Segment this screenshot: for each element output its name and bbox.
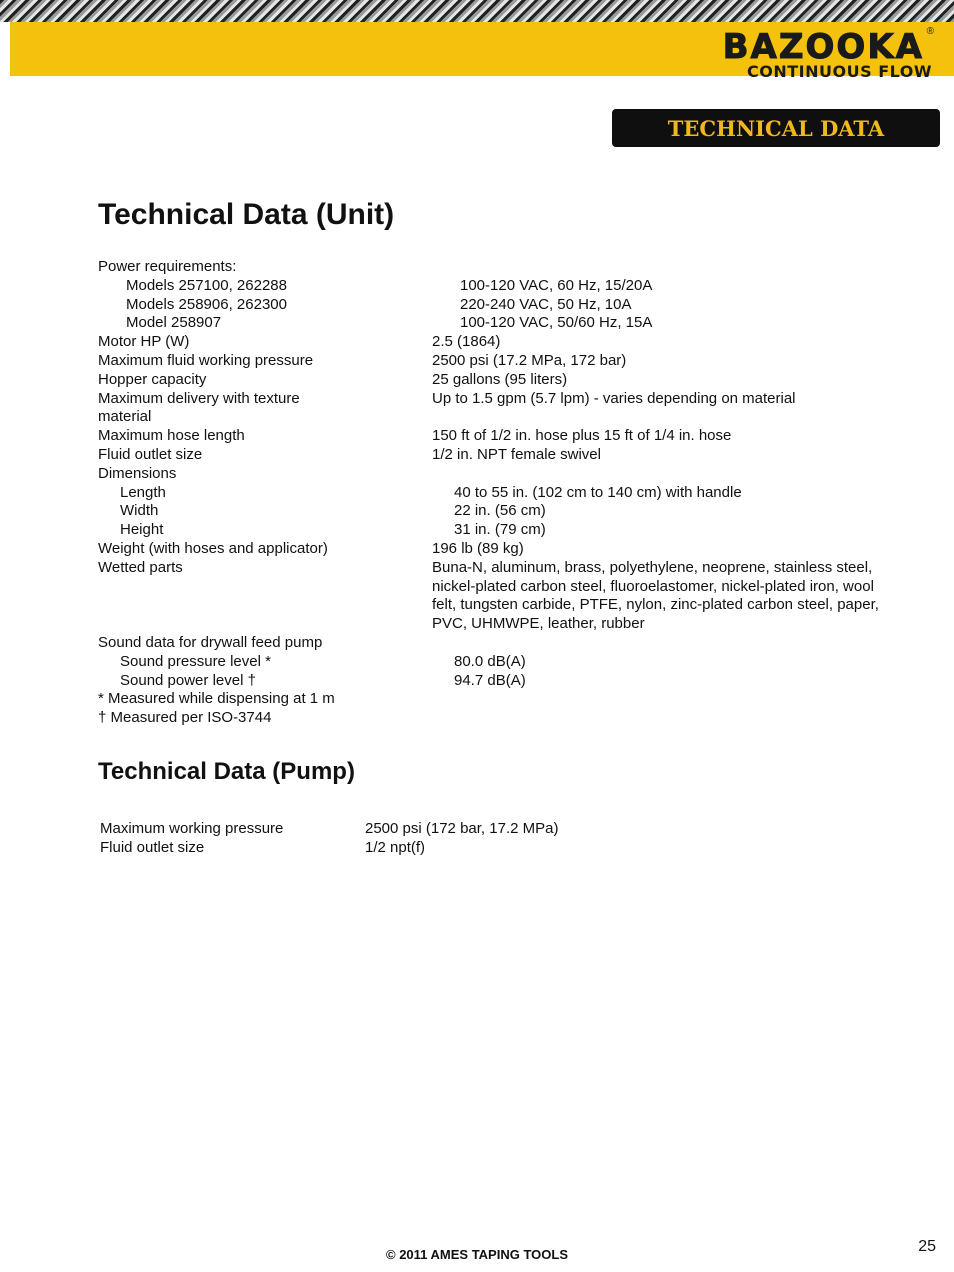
spec-label: Fluid outlet size xyxy=(98,445,203,463)
brand-wordmark: BAZOOKA xyxy=(722,27,924,67)
pump-spec-table xyxy=(100,820,700,857)
spec-label: Maximum fluid working pressure xyxy=(98,351,314,369)
sound-label: Sound power level † xyxy=(120,671,256,689)
page-number: 25 xyxy=(918,1238,936,1255)
sound-data-table xyxy=(98,634,918,728)
spec-row xyxy=(98,446,918,465)
sound-row xyxy=(98,690,918,709)
spec-label: Length xyxy=(120,483,166,501)
sound-footnote: * Measured while dispensing at 1 m xyxy=(98,690,335,708)
spec-row xyxy=(98,465,918,484)
sound-value xyxy=(432,690,902,709)
sound-label: Sound pressure level * xyxy=(120,652,271,670)
spec-value: 220-240 VAC, 50 Hz, 10A xyxy=(460,295,632,313)
spec-row xyxy=(98,390,918,409)
pump-label: Maximum working pressure xyxy=(100,820,284,837)
spec-row xyxy=(98,371,918,390)
unit-title: Technical Data (Unit) xyxy=(98,198,395,231)
pump-title: Technical Data (Pump) xyxy=(98,758,355,785)
spec-value: 2500 psi (17.2 MPa, 172 bar) xyxy=(432,351,627,369)
spec-value: 31 in. (79 cm) xyxy=(454,521,546,539)
header-stripe xyxy=(0,0,954,22)
spec-label: Motor HP (W) xyxy=(98,333,190,351)
spec-value xyxy=(432,465,902,484)
sound-footnote: † Measured per ISO-3744 xyxy=(98,709,272,727)
spec-label: Maximum hose length xyxy=(98,427,245,445)
spec-value: 1/2 in. NPT female swivel xyxy=(432,445,601,463)
spec-row xyxy=(98,540,918,559)
sound-value: 94.7 dB(A) xyxy=(454,671,526,689)
spec-row xyxy=(98,502,918,521)
sound-value xyxy=(432,634,902,653)
spec-value: 196 lb (89 kg) xyxy=(432,539,524,557)
spec-value: Buna-N, aluminum, brass, polyethylene, neoprene, stainless steel, nickel-plated carbon steel, fluoroelastomer, nickel-plated iron, wool felt, tungsten carbide, PTFE, nylon, zinc-plated carbon steel, paper, PVC, UHMWPE, leather, rubber xyxy=(432,558,879,633)
spec-label: Power requirements: xyxy=(98,258,237,275)
spec-value: 100-120 VAC, 50/60 Hz, 15A xyxy=(460,314,653,332)
sound-label: Sound data for drywall feed pump xyxy=(98,634,323,651)
spec-value: 100-120 VAC, 60 Hz, 15/20A xyxy=(460,276,653,294)
sound-value: 80.0 dB(A) xyxy=(454,652,526,670)
spec-label: Hopper capacity xyxy=(98,370,207,388)
spec-row xyxy=(98,408,918,427)
pump-row xyxy=(100,839,700,858)
spec-label: Model 258907 xyxy=(126,314,222,332)
spec-row xyxy=(98,484,918,503)
spec-label: Dimensions xyxy=(98,464,177,482)
spec-value: 2.5 (1864) xyxy=(432,333,501,351)
spec-label: Models 258906, 262300 xyxy=(126,295,287,313)
section-label: TECHNICAL DATA xyxy=(667,115,885,141)
spec-row xyxy=(98,296,918,315)
spec-label: Width xyxy=(120,502,159,520)
pump-value: 1/2 npt(f) xyxy=(365,838,426,856)
spec-value: 25 gallons (95 liters) xyxy=(432,370,568,388)
sound-row xyxy=(98,672,918,691)
spec-label: Models 257100, 262288 xyxy=(126,276,287,294)
spec-label: Height xyxy=(120,521,164,539)
pump-row xyxy=(100,820,700,839)
spec-label: Maximum delivery with texture xyxy=(98,389,300,407)
sound-row xyxy=(98,709,918,728)
spec-row xyxy=(98,521,918,540)
spec-value: 150 ft of 1/2 in. hose plus 15 ft of 1/4 in. hose xyxy=(432,427,732,445)
sound-row xyxy=(98,653,918,672)
pump-value: 2500 psi (172 bar, 17.2 MPa) xyxy=(365,820,559,837)
spec-label: Weight (with hoses and applicator) xyxy=(98,539,328,557)
sound-row xyxy=(98,634,918,653)
spec-row xyxy=(98,427,918,446)
spec-row xyxy=(98,277,918,296)
spec-row xyxy=(98,314,918,333)
spec-value: 40 to 55 in. (102 cm to 140 cm) with handle xyxy=(454,483,742,501)
registered-mark-icon: ® xyxy=(926,26,934,37)
brand-logo xyxy=(686,24,936,80)
spec-row xyxy=(98,333,918,352)
section-label-box xyxy=(612,109,940,147)
brand-tagline: CONTINUOUS FLOW xyxy=(747,62,932,81)
spec-row xyxy=(98,258,918,277)
spec-label: material xyxy=(98,408,152,426)
spec-value xyxy=(432,258,902,277)
spec-row xyxy=(98,352,918,371)
footer-copyright: © 2011 AMES TAPING TOOLS xyxy=(386,1247,568,1262)
unit-spec-table xyxy=(98,258,918,634)
sound-value xyxy=(432,709,902,728)
pump-label: Fluid outlet size xyxy=(100,838,205,856)
spec-value: Up to 1.5 gpm (5.7 lpm) - varies depending on material xyxy=(432,389,796,407)
spec-value: 22 in. (56 cm) xyxy=(454,502,546,520)
spec-row xyxy=(98,559,918,634)
spec-value xyxy=(432,408,902,427)
spec-label: Wetted parts xyxy=(98,558,183,576)
